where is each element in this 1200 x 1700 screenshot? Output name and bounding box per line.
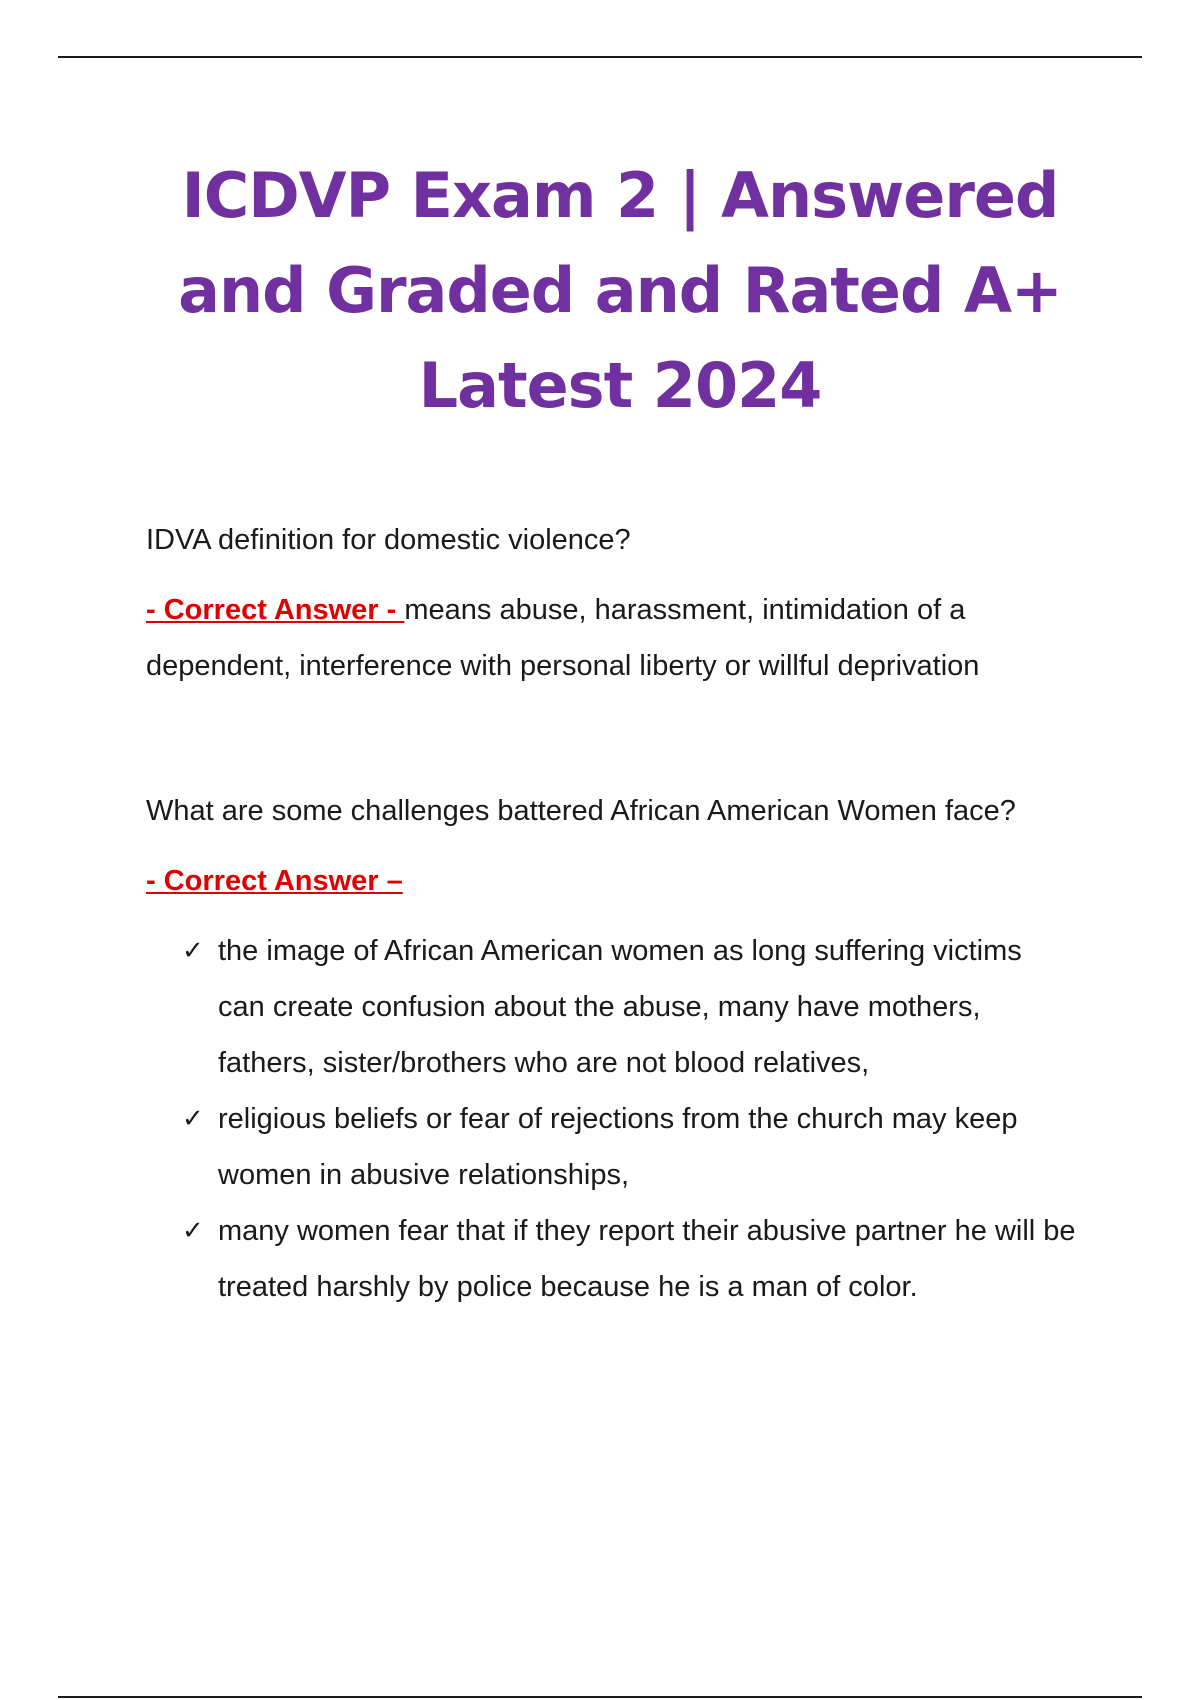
check-icon: ✓	[182, 1104, 204, 1134]
top-divider	[58, 56, 1142, 58]
document-title: ICDVP Exam 2 | Answered and Graded and Rated A+ Latest 2024	[178, 159, 1062, 422]
qa-item-2	[146, 783, 1076, 1315]
question-1: IDVA definition for domestic violence?	[146, 524, 631, 556]
check-icon: ✓	[182, 936, 204, 966]
question-2: What are some challenges battered African American Women face?	[146, 795, 1016, 827]
correct-answer-label: - Correct Answer –	[146, 865, 403, 897]
check-icon: ✓	[182, 1216, 204, 1246]
bottom-divider	[58, 1696, 1142, 1698]
list-item-text: the image of African American women as long suffering victims can create confusion about the abuse, many have mothers, fathers, sister/brothers who are not blood relatives,	[218, 935, 1022, 1079]
correct-answer-label: - Correct Answer -	[146, 594, 405, 626]
qa-item-1	[146, 512, 1076, 694]
list-item	[146, 1091, 1076, 1203]
list-item	[146, 1203, 1076, 1315]
list-item-text: many women fear that if they report their abusive partner he will be treated harshly by police because he is a man of color.	[218, 1215, 1076, 1303]
answer-2-checklist	[146, 923, 1076, 1315]
answer-1	[146, 582, 1076, 694]
answer-2	[146, 853, 1076, 909]
answer-1-text: means abuse, harassment, intimidation of a dependent, interference with personal liberty or willful deprivation	[146, 594, 980, 682]
list-item	[146, 923, 1076, 1091]
list-item-text: religious beliefs or fear of rejections from the church may keep women in abusive relationships,	[218, 1103, 1018, 1191]
